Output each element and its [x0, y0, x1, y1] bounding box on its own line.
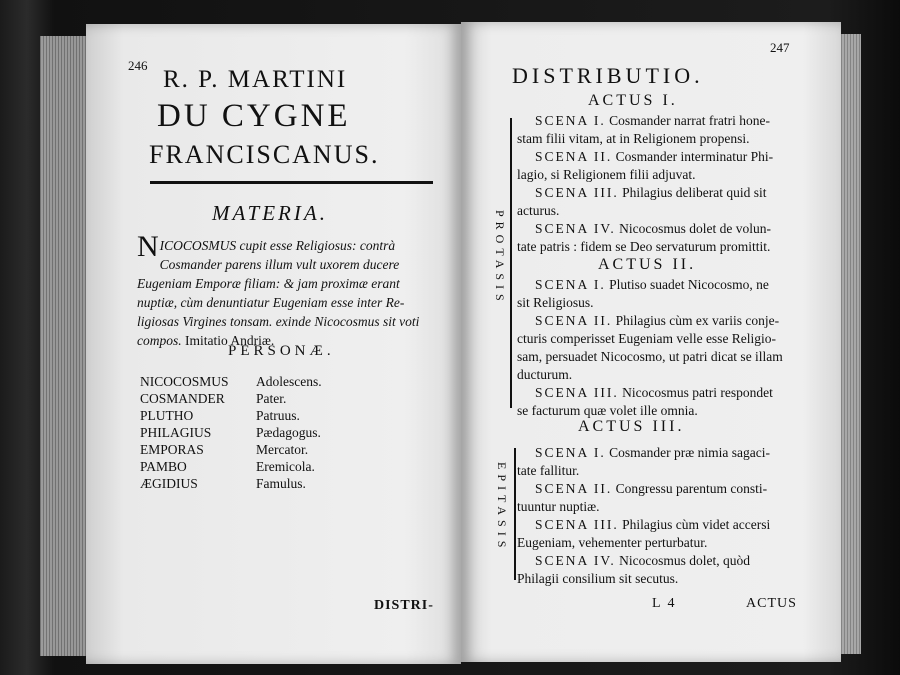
argument-tail: Imitatio Andriæ.	[185, 333, 275, 348]
scene-label: SCENA III.	[535, 385, 619, 400]
scene-label: SCENA II.	[535, 149, 613, 164]
scene-line: se facturum quæ volet ille omnia.	[517, 403, 698, 418]
scene-line: ducturum.	[517, 367, 573, 382]
scene-line: Eugeniam, vehementer perturbatur.	[517, 535, 708, 550]
cast-row	[140, 373, 322, 390]
scene-label: SCENA II.	[535, 481, 613, 496]
scene-line: lagio, si Religionem filii adjuvat.	[517, 167, 696, 182]
scene-line: Nicocosmus patri respondet	[622, 385, 773, 400]
scene-line: Cosmander interminatur Phi-	[615, 149, 774, 164]
argument-line: ICOCOSMUS cupit esse Religiosus: contrà	[159, 238, 396, 253]
act-1-scenes	[517, 112, 827, 256]
cast-role: Patruus.	[256, 408, 300, 423]
cast-row	[140, 390, 322, 407]
cast-row	[140, 475, 322, 492]
title-order: FRANCISCANUS.	[149, 140, 380, 169]
title-author: R. P. MARTINI	[163, 66, 348, 93]
scene-label: SCENA I.	[535, 277, 606, 292]
argument-line: ligiosas Virgines tonsam. exinde Nicocosmus sit voti	[137, 314, 420, 329]
cast-row	[140, 424, 322, 441]
personae-heading: PERSONÆ.	[228, 343, 335, 359]
scene-label: SCENA IV.	[535, 221, 616, 236]
left-catchword: DISTRI-	[374, 598, 434, 613]
right-catchword: ACTUS	[746, 596, 797, 611]
scene-line: Congressu parentum consti-	[615, 481, 768, 496]
title-name: DU CYGNE	[157, 98, 351, 134]
cast-name: ÆGIDIUS	[140, 476, 198, 491]
scene-line: Philagius cùm videt accersi	[622, 517, 771, 532]
scene-line: Cosmander præ nimia sagaci-	[609, 445, 770, 460]
scene-line: stam filii vitam, at in Religionem propensi.	[517, 131, 750, 146]
left-page-number: 246	[128, 58, 148, 73]
scene-line: Plutiso suadet Nicocosmo, ne	[609, 277, 769, 292]
cast-role: Eremicola.	[256, 459, 315, 474]
protasis-brace	[510, 118, 512, 408]
cast-name: PAMBO	[140, 459, 187, 474]
right-page-number: 247	[770, 40, 790, 55]
scene-line: sam, persuadet Nicocosmo, ut patri dicat se illam	[517, 349, 783, 364]
scene-label: SCENA III.	[535, 517, 619, 532]
cast-role: Adolescens.	[256, 374, 322, 389]
argument-paragraph	[137, 230, 437, 350]
cast-name: EMPORAS	[140, 442, 204, 457]
act-title: ACTUS I.	[588, 92, 678, 109]
section-heading-materia: MATERIA.	[212, 201, 328, 225]
page-edges-left	[40, 36, 88, 656]
cast-role: Pædagogus.	[256, 425, 321, 440]
scene-line: Philagii consilium sit secutus.	[517, 571, 679, 586]
scene-line: tate patris : fidem se Deo servaturum promittit.	[517, 239, 771, 254]
scene-line: Cosmander narrat fratri hone-	[609, 113, 770, 128]
cast-row	[140, 441, 322, 458]
cast-name: PLUTHO	[140, 408, 194, 423]
scene-label: SCENA IV.	[535, 553, 616, 568]
argument-line: Eugeniam Emporæ filiam: & jam proximæ erant	[137, 276, 400, 291]
scene-line: sit Religiosus.	[517, 295, 594, 310]
cast-list	[140, 373, 322, 492]
act-3-scenes	[517, 444, 827, 588]
distributio-heading: DISTRIBUTIO.	[512, 63, 704, 88]
cast-name: PHILAGIUS	[140, 425, 212, 440]
scene-label: SCENA I.	[535, 113, 606, 128]
argument-line: compos.	[137, 333, 182, 348]
scene-line: tuuntur nuptiæ.	[517, 499, 600, 514]
cast-name: NICOCOSMUS	[140, 374, 229, 389]
scene-label: SCENA III.	[535, 185, 619, 200]
act-2-scenes	[517, 276, 827, 420]
scene-line: acturus.	[517, 203, 560, 218]
cast-role: Mercator.	[256, 442, 309, 457]
scene-line: Philagius cùm ex variis conje-	[615, 313, 780, 328]
cast-row	[140, 458, 322, 475]
epitasis-brace	[514, 448, 516, 580]
scene-line: tate fallitur.	[517, 463, 580, 478]
act-title: ACTUS II.	[598, 256, 697, 273]
argument-line: nuptiæ, cùm denuntiatur Eugeniam esse inter Re-	[137, 295, 405, 310]
title-rule	[150, 181, 433, 184]
cast-role: Pater.	[256, 391, 287, 406]
scene-line: Nicocosmus dolet, quòd	[619, 553, 751, 568]
cast-role: Famulus.	[256, 476, 306, 491]
protasis-label: PROTASIS	[493, 210, 507, 306]
scene-line: Nicocosmus dolet de volun-	[619, 221, 772, 236]
scene-label: SCENA I.	[535, 445, 606, 460]
argument-line: Cosmander parens illum vult uxorem ducere	[159, 257, 400, 272]
cast-row	[140, 407, 322, 424]
signature-mark: L 4	[652, 596, 677, 611]
cast-name: COSMANDER	[140, 391, 225, 406]
scene-label: SCENA II.	[535, 313, 613, 328]
scene-line: cturis comperisset Eugeniam velle esse Religio-	[517, 331, 777, 346]
act-title: ACTUS III.	[578, 418, 685, 435]
page-edges-right	[841, 34, 861, 654]
scene-line: Philagius deliberat quid sit	[622, 185, 767, 200]
drop-cap: N	[137, 230, 159, 263]
epitasis-label: EPITASIS	[495, 462, 509, 553]
